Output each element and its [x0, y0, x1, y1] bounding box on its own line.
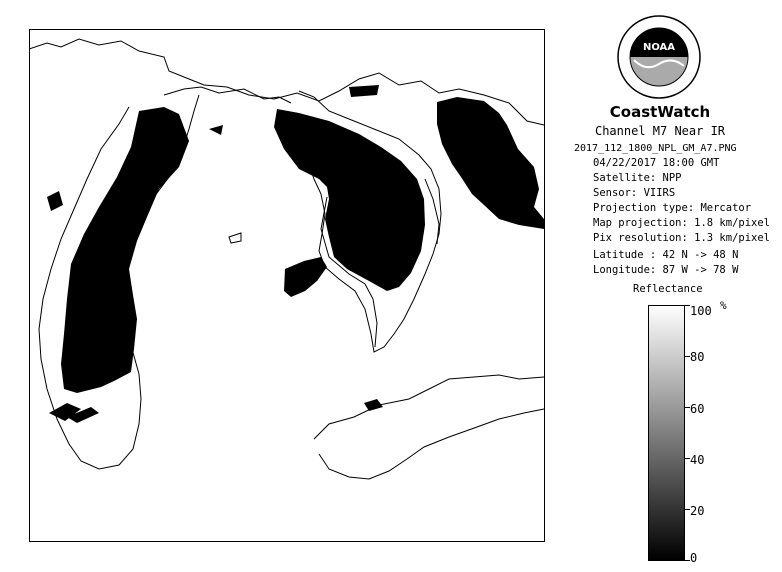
colorbar-title: Reflectance: [633, 283, 703, 295]
colorbar-tick: 20: [690, 504, 705, 518]
colorbar: [648, 305, 685, 561]
colorbar-tick: 60: [690, 402, 705, 416]
projection-label: Projection type: Mercator: [593, 202, 752, 214]
colorbar-tick: 0: [690, 551, 698, 565]
longitude-label: Longitude: 87 W -> 78 W: [593, 264, 739, 276]
colorbar-tick: 80: [690, 350, 705, 364]
datetime-label: 04/22/2017 18:00 GMT: [593, 157, 720, 169]
pix-resolution-label: Pix resolution: 1.3 km/pixel: [593, 232, 771, 244]
latitude-label: Latitude : 42 N -> 48 N: [593, 249, 739, 261]
colorbar-tick: 100: [690, 304, 712, 318]
sensor-label: Sensor: VIIRS: [593, 187, 676, 199]
colorbar-tick: 40: [690, 453, 705, 467]
colorbar-unit: %: [720, 299, 727, 312]
noaa-logo: [616, 14, 702, 100]
satellite-map: [29, 29, 545, 542]
map-projection-label: Map projection: 1.8 km/pixel: [593, 217, 771, 229]
brand-title: CoastWatch: [609, 103, 711, 121]
colorbar-tick-marks: [684, 305, 692, 561]
channel-label: Channel M7 Near IR: [594, 124, 726, 138]
svg-text:NOAA: NOAA: [642, 42, 676, 53]
filename-label: 2017_112_1800_NPL_GM_A7.PNG: [574, 143, 737, 154]
satellite-label: Satellite: NPP: [593, 172, 682, 184]
